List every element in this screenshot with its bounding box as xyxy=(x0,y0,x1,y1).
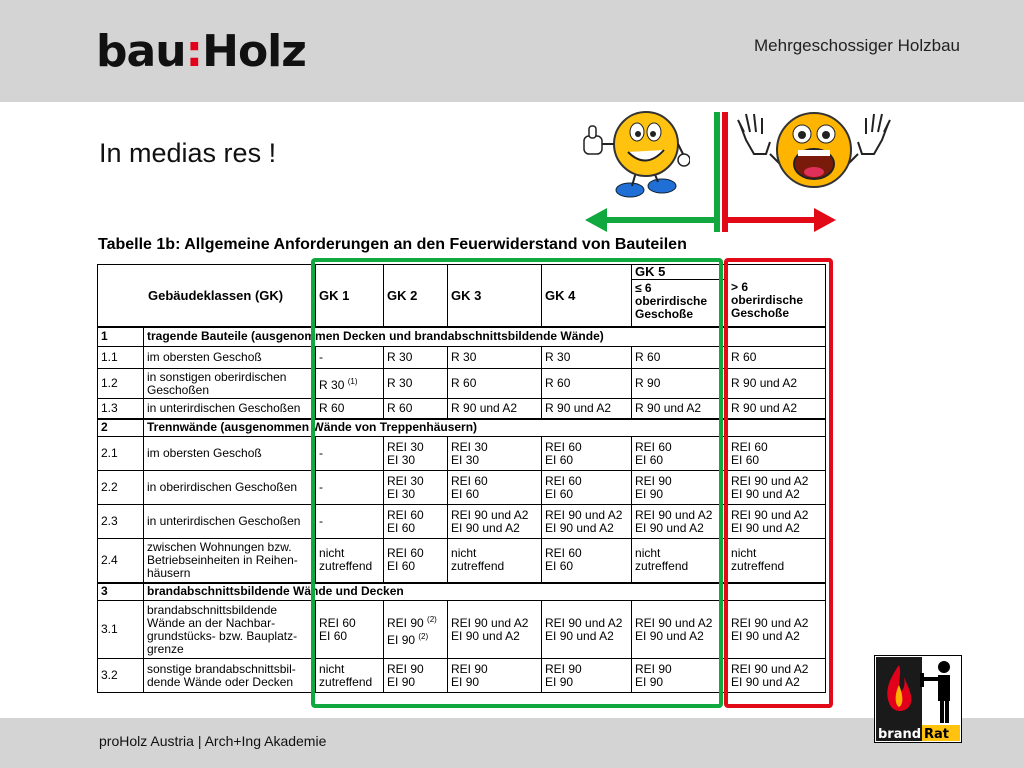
section-row xyxy=(98,419,826,437)
table-row xyxy=(98,369,826,399)
cell-gk1: - xyxy=(316,347,384,369)
cell-rei: REI 90 und A2 xyxy=(731,507,809,522)
cell-rei: REI 90 und A2 xyxy=(731,661,809,676)
table-row xyxy=(98,437,826,471)
cell-gk1: R 60 xyxy=(316,399,384,419)
logo-text-left: bau xyxy=(96,26,186,77)
cell-gk5a xyxy=(632,601,728,659)
cell-gk5a: R 90 und A2 xyxy=(632,399,728,419)
cell-gk3: R 90 und A2 xyxy=(448,399,542,419)
cell-gk2 xyxy=(384,539,448,583)
row-label: in unterirdischen Geschoßen xyxy=(144,505,316,539)
cell-gk2 xyxy=(384,601,448,659)
cell-gk1 xyxy=(316,539,384,583)
cell-gk2: R 30 xyxy=(384,347,448,369)
cell-gk2 xyxy=(384,659,448,693)
cell-rei: REI 60 xyxy=(731,439,768,454)
cell-ei: EI 90 und A2 xyxy=(545,520,614,535)
row-label: zwischen Wohnungen bzw. Betriebseinheiten in Reihen-häusern xyxy=(144,539,316,583)
cell-rei: REI 90 und A2 xyxy=(731,615,809,630)
row-num: 1.3 xyxy=(98,399,144,419)
table-row xyxy=(98,601,826,659)
header-gk5b-text: > 6 oberirdische Geschoße xyxy=(731,280,804,320)
cell-rei: REI 30 xyxy=(387,439,424,454)
cell-gk5a xyxy=(632,471,728,505)
bauholz-logo xyxy=(96,26,306,77)
header-gk5a xyxy=(632,265,728,327)
cell-gk4: R 60 xyxy=(542,369,632,399)
cell-rei: REI 60 xyxy=(545,473,582,488)
header-gk5a-text: ≤ 6 oberirdische Geschoße xyxy=(635,281,708,321)
cell-gk3: R 30 xyxy=(448,347,542,369)
cell-rei: REI 90 und A2 xyxy=(451,615,529,630)
cell-gk5a: R 60 xyxy=(632,347,728,369)
cell-line-2: zutreffend xyxy=(319,674,373,689)
cell-rei: REI 60 xyxy=(635,439,672,454)
cell-ei: EI 30 xyxy=(451,452,480,467)
cell-gk5b: R 60 xyxy=(728,347,826,369)
cell-line-2: zutreffend xyxy=(731,559,785,574)
table-row xyxy=(98,399,826,419)
cell-ei: EI 60 xyxy=(451,486,480,501)
thumbs-up-smiley-icon xyxy=(580,106,690,198)
cell-gk4 xyxy=(542,505,632,539)
cell-ei: EI 90 und A2 xyxy=(731,674,800,689)
cell-rei: REI 90 xyxy=(635,473,672,488)
cell-gk1: - xyxy=(316,505,384,539)
cell-ei: EI 90 xyxy=(387,674,416,689)
cell-ei: EI 90 xyxy=(635,486,664,501)
header-gk1: GK 1 xyxy=(316,265,384,327)
header-gk4: GK 4 xyxy=(542,265,632,327)
cell-gk2: R 60 xyxy=(384,399,448,419)
cell-rei: REI 90 und A2 xyxy=(635,507,713,522)
cell-gk5b xyxy=(728,539,826,583)
cell-ei: EI 30 xyxy=(387,486,416,501)
table-row xyxy=(98,539,826,583)
cell-rei: REI 90 xyxy=(451,661,488,676)
cell-ei: EI 30 xyxy=(387,452,416,467)
row-label: im obersten Geschoß xyxy=(144,347,316,369)
section-title: Trennwände (ausgenommen Wände von Treppenhäusern) xyxy=(144,419,826,437)
cell-rei: REI 90 und A2 xyxy=(635,615,713,630)
section-num: 1 xyxy=(98,327,144,347)
table-caption: Tabelle 1b: Allgemeine Anforderungen an den Feuerwiderstand von Bauteilen xyxy=(98,236,687,253)
cell-gk3 xyxy=(448,539,542,583)
cell-rei: REI 60 xyxy=(451,473,488,488)
cell-gk1 xyxy=(316,369,384,399)
cell-gk3 xyxy=(448,659,542,693)
cell-gk3 xyxy=(448,505,542,539)
cell-rei: REI 90 und A2 xyxy=(731,473,809,488)
fire-resistance-table xyxy=(97,264,826,693)
cell-gk5b xyxy=(728,471,826,505)
cell-ei: EI 90 xyxy=(451,674,480,689)
cell-rei: REI 60 xyxy=(545,546,582,561)
brandrat-logo-icon xyxy=(874,655,962,743)
footnote-ref: (1) xyxy=(347,377,358,386)
header-title: Mehrgeschossiger Holzbau xyxy=(754,36,960,55)
cell-gk5a xyxy=(632,437,728,471)
cell-gk5b xyxy=(728,437,826,471)
row-num: 3.2 xyxy=(98,659,144,693)
brandrat-text-right: Rat xyxy=(924,727,949,742)
cell-gk1: - xyxy=(316,471,384,505)
section-title: brandabschnittsbildende Wände und Decken xyxy=(144,583,826,601)
row-num: 2.4 xyxy=(98,539,144,583)
left-arrow-icon xyxy=(585,206,717,234)
cell-ei: EI 90 und A2 xyxy=(731,628,800,643)
cell-gk4: R 90 und A2 xyxy=(542,399,632,419)
table-row xyxy=(98,347,826,369)
cell-ei xyxy=(387,630,444,647)
cell-gk3: R 60 xyxy=(448,369,542,399)
row-num: 2.1 xyxy=(98,437,144,471)
cell-ei: EI 60 xyxy=(545,486,574,501)
cell-rei xyxy=(387,613,444,630)
cell-rei: REI 30 xyxy=(451,439,488,454)
cell-ei: EI 60 xyxy=(545,559,574,574)
cell-gk5b xyxy=(728,601,826,659)
header-gk3: GK 3 xyxy=(448,265,542,327)
section-num: 3 xyxy=(98,583,144,601)
logo-colon: : xyxy=(185,26,203,77)
cell-ei: EI 90 und A2 xyxy=(731,486,800,501)
shocked-smiley-icon xyxy=(736,110,892,192)
table-row xyxy=(98,505,826,539)
cell-gk5a: R 90 xyxy=(632,369,728,399)
cell-ei: EI 90 und A2 xyxy=(451,628,520,643)
row-label: sonstige brandabschnittsbil-dende Wände oder Decken xyxy=(144,659,316,693)
cell-rei: REI 90 und A2 xyxy=(451,507,529,522)
row-num: 3.1 xyxy=(98,601,144,659)
cell-gk1-value: R 30 xyxy=(319,378,345,392)
row-label: in sonstigen oberirdischen Geschoßen xyxy=(144,369,316,399)
cell-gk5b: R 90 und A2 xyxy=(728,399,826,419)
cell-gk5b xyxy=(728,659,826,693)
cell-gk5a xyxy=(632,659,728,693)
row-num: 1.2 xyxy=(98,369,144,399)
table-row xyxy=(98,471,826,505)
cell-line-2: zutreffend xyxy=(451,559,505,574)
cell-line-1: nicht xyxy=(635,546,661,561)
cell-line-1: nicht xyxy=(451,546,477,561)
cell-ei: EI 90 und A2 xyxy=(545,628,614,643)
cell-ei: EI 90 xyxy=(545,674,574,689)
header-gk5: GK 5 xyxy=(632,265,727,280)
cell-gk4 xyxy=(542,539,632,583)
cell-rei: REI 90 xyxy=(635,661,672,676)
cell-ei: EI 60 xyxy=(387,520,416,535)
footnote-ref: (2) xyxy=(427,614,437,624)
cell-line-1: nicht xyxy=(319,661,345,676)
cell-gk5a xyxy=(632,505,728,539)
cell-rei: REI 60 xyxy=(319,615,356,630)
cell-gk5b xyxy=(728,505,826,539)
table-row xyxy=(98,659,826,693)
cell-gk4 xyxy=(542,471,632,505)
cell-gk3 xyxy=(448,601,542,659)
row-label: brandabschnittsbildende Wände an der Nachbar-grundstücks- bzw. Bauplatz-grenze xyxy=(144,601,316,659)
cell-gk4 xyxy=(542,659,632,693)
footer-text: proHolz Austria | Arch+Ing Akademie xyxy=(99,733,327,749)
footnote-ref: (2) xyxy=(418,631,429,641)
cell-rei: REI 60 xyxy=(545,439,582,454)
cell-ei-value: EI 90 xyxy=(387,632,416,647)
cell-line-1: nicht xyxy=(731,546,757,561)
cell-rei: REI 30 xyxy=(387,473,424,488)
cell-gk2: R 30 xyxy=(384,369,448,399)
cell-ei: EI 60 xyxy=(635,452,664,467)
cell-gk4 xyxy=(542,437,632,471)
cell-gk2 xyxy=(384,471,448,505)
cell-gk3 xyxy=(448,437,542,471)
cell-ei: EI 90 und A2 xyxy=(451,520,520,535)
section-num: 2 xyxy=(98,419,144,437)
cell-ei: EI 90 und A2 xyxy=(731,520,800,535)
cell-rei: REI 60 xyxy=(387,546,424,561)
cell-gk1: - xyxy=(316,437,384,471)
cell-line-1: nicht xyxy=(319,546,345,561)
section-row xyxy=(98,583,826,601)
row-num: 2.2 xyxy=(98,471,144,505)
cell-rei: REI 60 xyxy=(387,507,424,522)
cell-rei: REI 90 xyxy=(387,661,424,676)
cell-gk4 xyxy=(542,601,632,659)
logo-text-right: Holz xyxy=(202,26,306,77)
header-gk2: GK 2 xyxy=(384,265,448,327)
cell-rei: REI 90 und A2 xyxy=(545,507,623,522)
cell-ei: EI 60 xyxy=(731,452,760,467)
cell-rei-value: REI 90 xyxy=(387,615,424,630)
cell-ei: EI 60 xyxy=(545,452,574,467)
cell-gk5a xyxy=(632,539,728,583)
cell-ei: EI 90 und A2 xyxy=(635,520,704,535)
row-num: 2.3 xyxy=(98,505,144,539)
cell-rei: REI 90 und A2 xyxy=(545,615,623,630)
cell-ei: EI 60 xyxy=(319,628,348,643)
cell-gk1 xyxy=(316,601,384,659)
cell-line-2: zutreffend xyxy=(319,559,373,574)
row-num: 1.1 xyxy=(98,347,144,369)
cell-line-2: zutreffend xyxy=(635,559,689,574)
cell-gk3 xyxy=(448,471,542,505)
cell-gk4: R 30 xyxy=(542,347,632,369)
right-arrow-icon xyxy=(726,206,836,234)
cell-rei: REI 90 xyxy=(545,661,582,676)
section-row xyxy=(98,327,826,347)
cell-ei: EI 60 xyxy=(387,559,416,574)
cell-gk2 xyxy=(384,505,448,539)
row-label: in oberirdischen Geschoßen xyxy=(144,471,316,505)
table-header-row xyxy=(98,265,826,327)
section-title: tragende Bauteile (ausgenommen Decken und brandabschnittsbildende Wände) xyxy=(144,327,826,347)
cell-gk1 xyxy=(316,659,384,693)
cell-gk5b: R 90 und A2 xyxy=(728,369,826,399)
brandrat-text-left: brand xyxy=(878,727,922,742)
row-label: in unterirdischen Geschoßen xyxy=(144,399,316,419)
row-label: im obersten Geschoß xyxy=(144,437,316,471)
cell-ei: EI 90 xyxy=(635,674,664,689)
header-gk5b xyxy=(728,265,826,327)
header-gk: Gebäudeklassen (GK) xyxy=(98,265,316,327)
cell-gk2 xyxy=(384,437,448,471)
cell-ei: EI 90 und A2 xyxy=(635,628,704,643)
slide-title: In medias res ! xyxy=(99,138,277,168)
